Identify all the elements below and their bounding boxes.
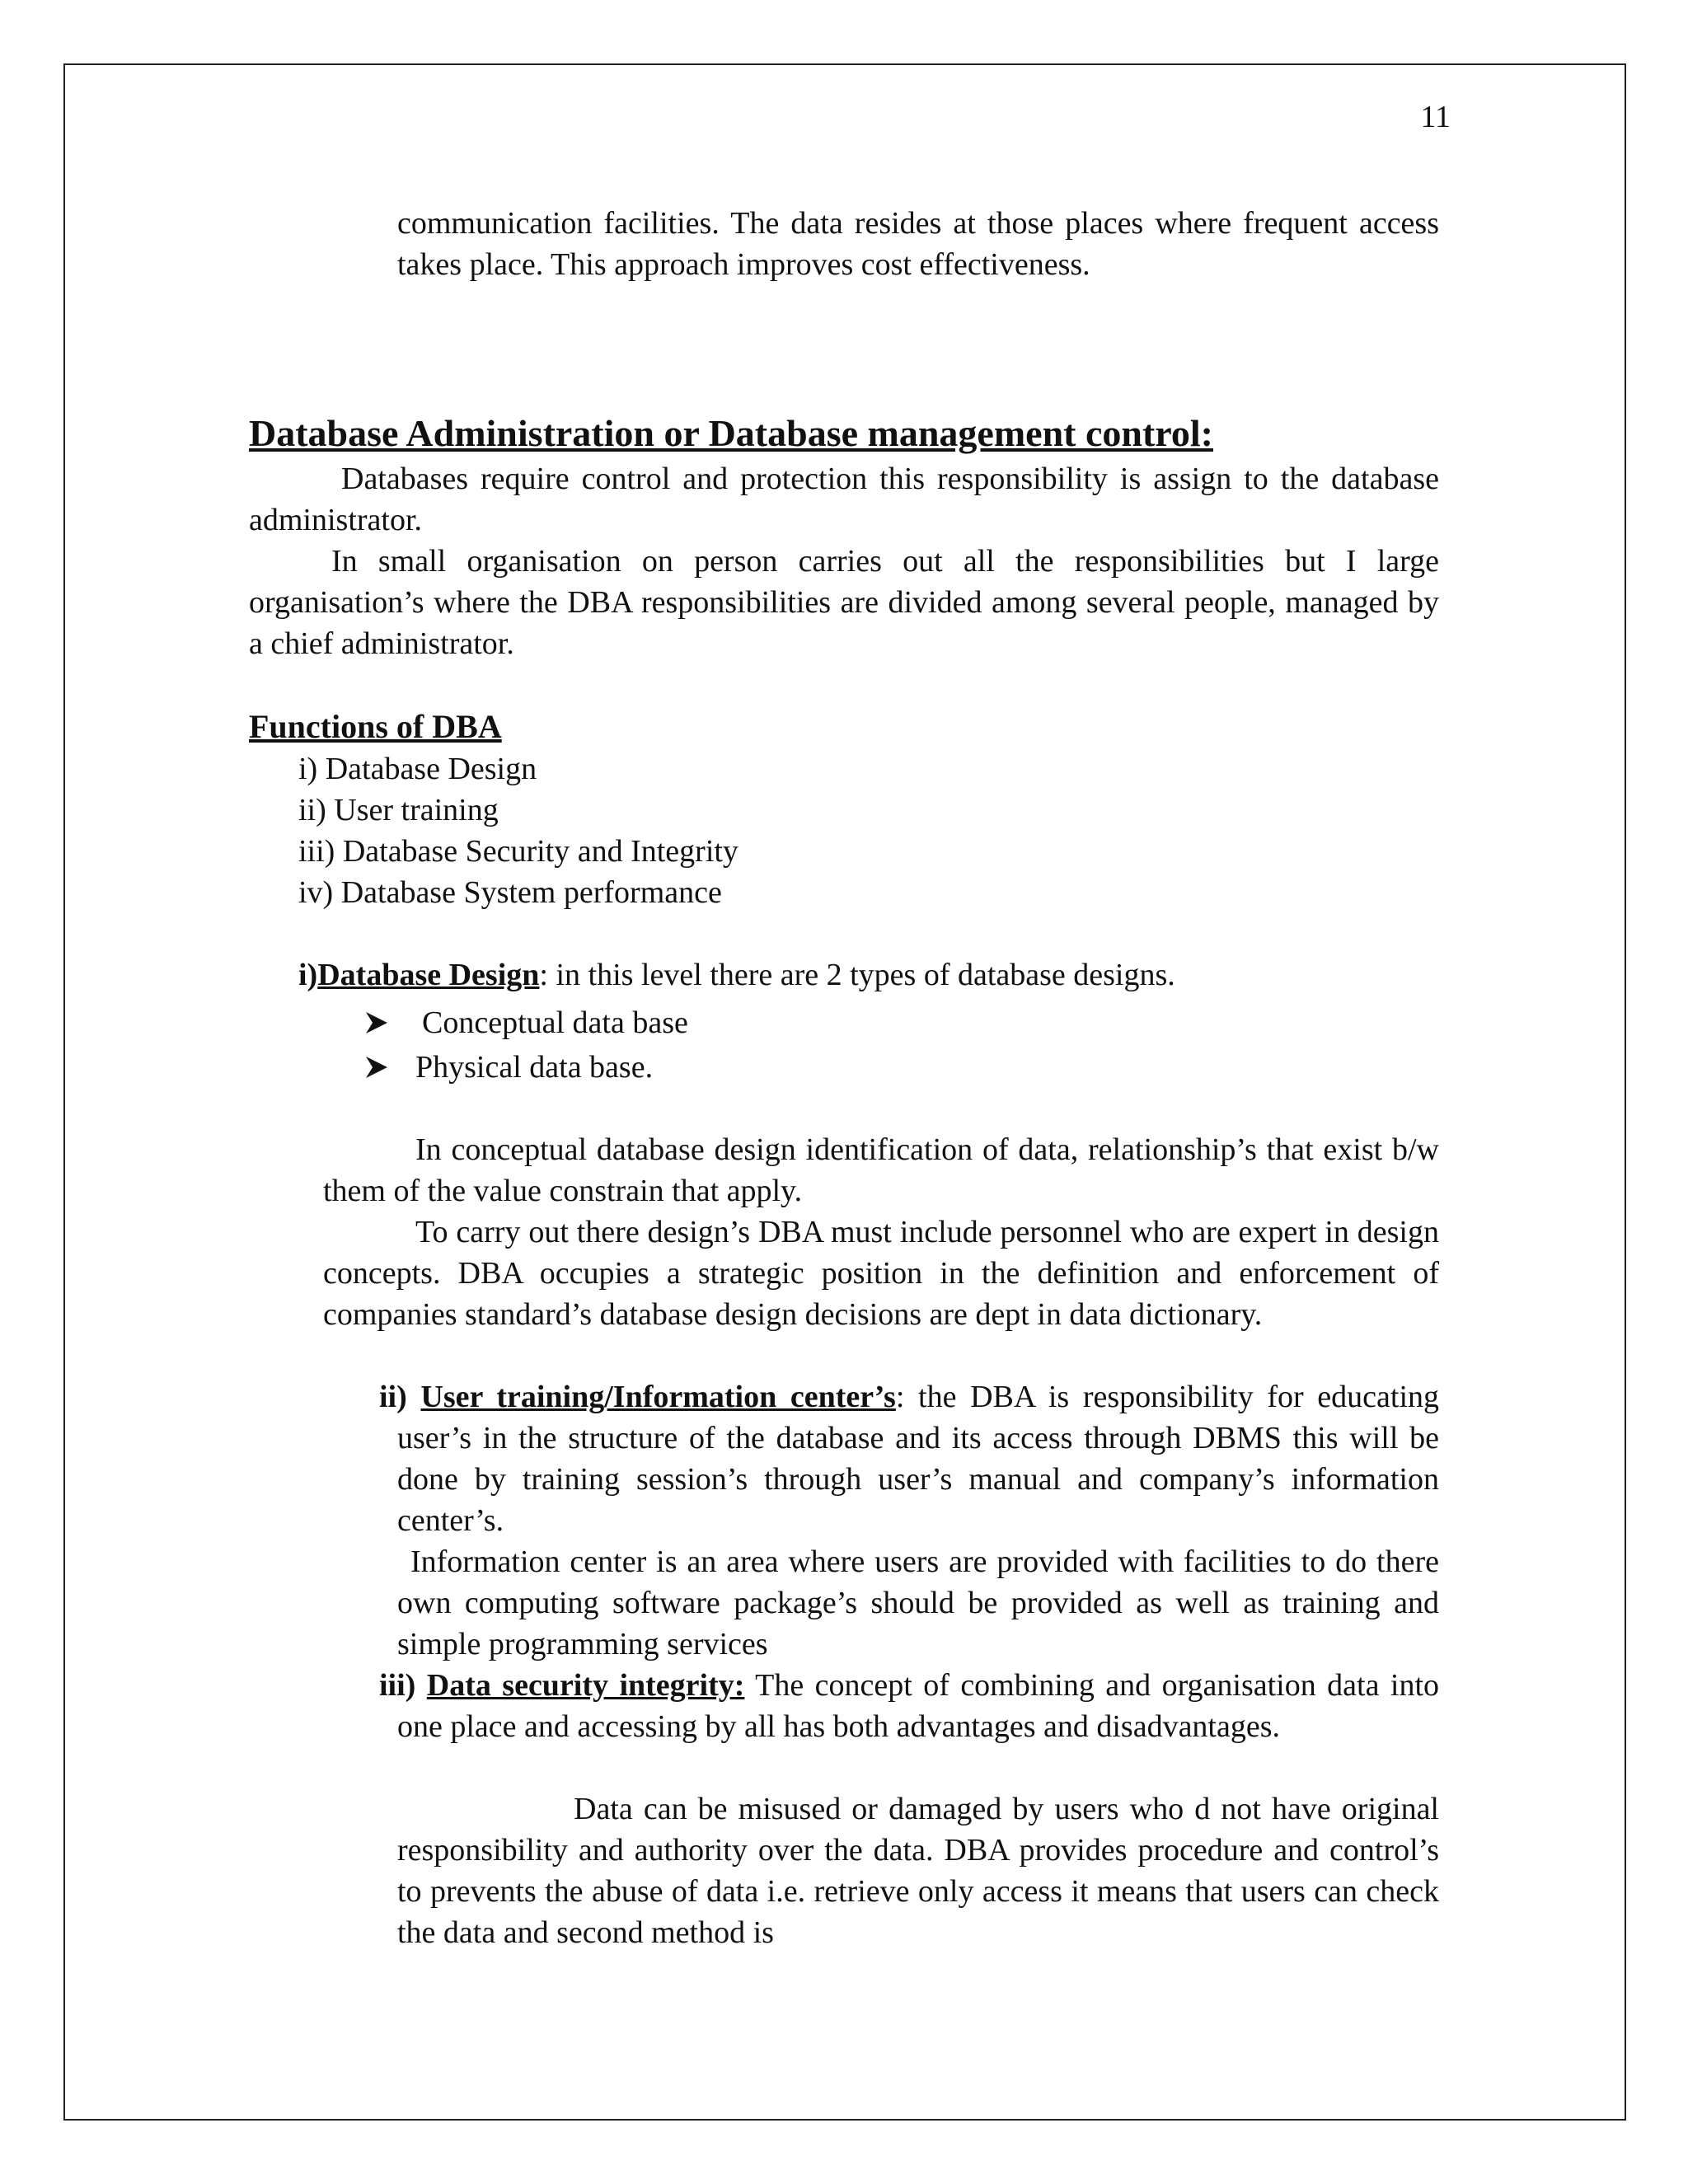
design-types-list	[364, 1001, 688, 1090]
user-training-title: User training/Information center’s	[420, 1380, 896, 1414]
misuse-paragraph: Data can be misused or damaged by users who d not have original responsibility and authority over the data. DBA provides procedure and control’s to prevents the abuse of data i.e. retrieve only access it means that users can check the data and second method is	[397, 1792, 1439, 1950]
bullet-text: Physical data base.	[415, 1050, 654, 1085]
database-design-number: i)	[298, 958, 318, 992]
database-design-title: Database Design	[317, 958, 540, 992]
page-number: 11	[1420, 100, 1451, 134]
data-security-number: iii)	[379, 1668, 416, 1703]
section-heading: Database Administration or Database management control:	[249, 412, 1213, 454]
list-item	[364, 1001, 688, 1045]
database-design-heading	[298, 954, 1175, 996]
information-center-paragraph: Information center is an area where users are provided with facilities to do there own computing software package’s should be provided as well as training and simple programming services	[397, 1544, 1439, 1661]
intro-paragraph-1: Databases require control and protection this responsibility is assign to the database administrator.	[249, 462, 1439, 537]
list-item: iii) Database Security and Integrity	[298, 834, 738, 869]
data-security-paragraph	[379, 1665, 1440, 1747]
design-paragraph-2: To carry out there design’s DBA must include personnel who are expert in design concepts. DBA occupies a strategic position in the definition and enforcement of companies standard’s database design decisions are dept in data dictionary.	[323, 1215, 1439, 1332]
list-item: ii) User training	[298, 793, 499, 827]
list-item: i) Database Design	[298, 752, 537, 786]
functions-list	[298, 748, 738, 913]
user-training-text: : the DBA is responsibility for educating user’s in the structure of the database and its access through DBMS this will be done by training session’s through user’s manual and company’s information center’s.	[397, 1380, 1440, 1538]
list-item: iv) Database System performance	[298, 875, 722, 910]
design-paragraph-1: In conceptual database design identification of data, relationship’s that exist b/w them of the value constrain that apply.	[323, 1132, 1439, 1208]
user-training-paragraph	[379, 1376, 1440, 1541]
top-paragraph: communication facilities. The data resides at those places where frequent access takes place. This approach improves cost effectiveness.	[397, 206, 1439, 282]
list-item	[364, 1045, 688, 1090]
intro-paragraph-2: In small organisation on person carries out all the responsibilities but I large organisation’s where the DBA responsibilities are divided among several people, managed by a chief administrator.	[249, 544, 1439, 661]
arrow-bullet-icon	[364, 1055, 397, 1080]
functions-heading: Functions of DBA	[249, 708, 502, 745]
data-security-text: The concept of combining and organisation data into one place and accessing by all has both advantages and disadvantages.	[397, 1668, 1440, 1744]
user-training-number: ii)	[379, 1380, 407, 1414]
data-security-title: Data security integrity:	[426, 1668, 745, 1703]
arrow-bullet-icon	[364, 1010, 397, 1035]
bullet-text: Conceptual data base	[422, 1005, 688, 1040]
database-design-text: : in this level there are 2 types of database designs.	[539, 958, 1175, 992]
